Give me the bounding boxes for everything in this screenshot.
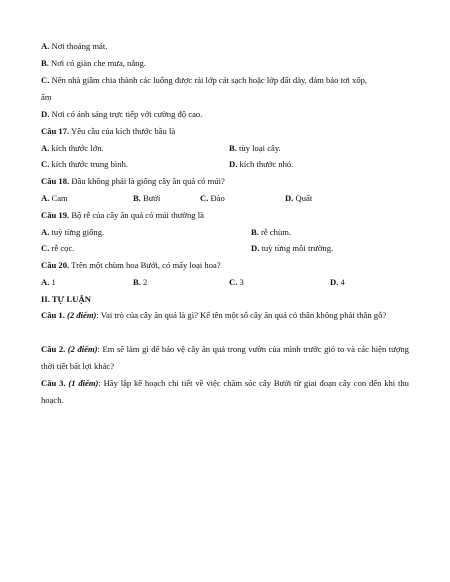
q18-option-d: D. Quất [285,193,313,203]
essay-question-1: Câu 1. (2 điểm): Vai trò của cây ăn quả là gì? Kể tên một số cây ăn quả có thân không phải thân gỗ? [41,310,387,320]
essay-question-2: Câu 2. (2 điểm): Em sẽ làm gì để bảo vệ cây ăn quả trong vườn của mình trước gió to và các hiện tượng thời tiết bất lợi khác? [41,344,409,371]
q17-option-d: D. kích thước nhỏ. [229,159,294,169]
q16-option-a: A. Nơi thoáng mát. [41,41,108,51]
essay-question-3: Câu 3. (1 điểm): Hãy lập kế hoạch chi tiết về việc chăm sóc cây Bưởi từ giai đoạn cây con đến khi thu hoạch. [41,378,409,405]
q16-option-c-continuation: ẩm [41,92,52,102]
q18-question: Câu 18. Đâu không phải là giống cây ăn quả có múi? [41,176,225,186]
q20-option-a: A. 1 [41,277,56,287]
q20-option-c: C. 3 [229,277,244,287]
q20-option-b: B. 2 [133,277,148,287]
q20-question: Câu 20. Trên một chùm hoa Bưởi, có mấy loại hoa? [41,260,221,270]
q17-option-c: C. kích thước trung bình. [41,159,129,169]
q16-option-d: D. Nơi có ánh sáng trực tiếp với cường độ cao. [41,109,203,119]
q19-option-c: C. rễ cọc. [41,243,75,253]
q17-question: Câu 17. Yêu cầu của kích thước bầu là [41,126,176,136]
q18-option-a: A. Cam [41,193,68,203]
q17-option-b: B. tùy loại cây. [229,143,281,153]
q18-option-b: B. Bưởi [133,193,161,203]
q18-option-c: C. Đào [200,193,225,203]
q19-option-b: B. rễ chùm. [251,227,292,237]
q19-option-a: A. tuỳ từng giống. [41,227,105,237]
section-title: II. TỰ LUẬN [41,294,91,304]
q16-option-c: C. Nên nhà giâm chia thành các luống được rải lớp cát sạch hoặc lớp đất dày, đảm bảo tơi xốp, [41,75,368,85]
q16-option-b: B. Nơi có giàn che mưa, nắng. [41,58,146,68]
q17-option-a: A. kích thước lớn. [41,143,104,153]
q19-option-d: D. tuỳ từng môi trường. [251,243,334,253]
q20-option-d: D. 4 [330,277,345,287]
q19-question: Câu 19. Bộ rễ của cây ăn quả có múi thường là [41,210,204,220]
